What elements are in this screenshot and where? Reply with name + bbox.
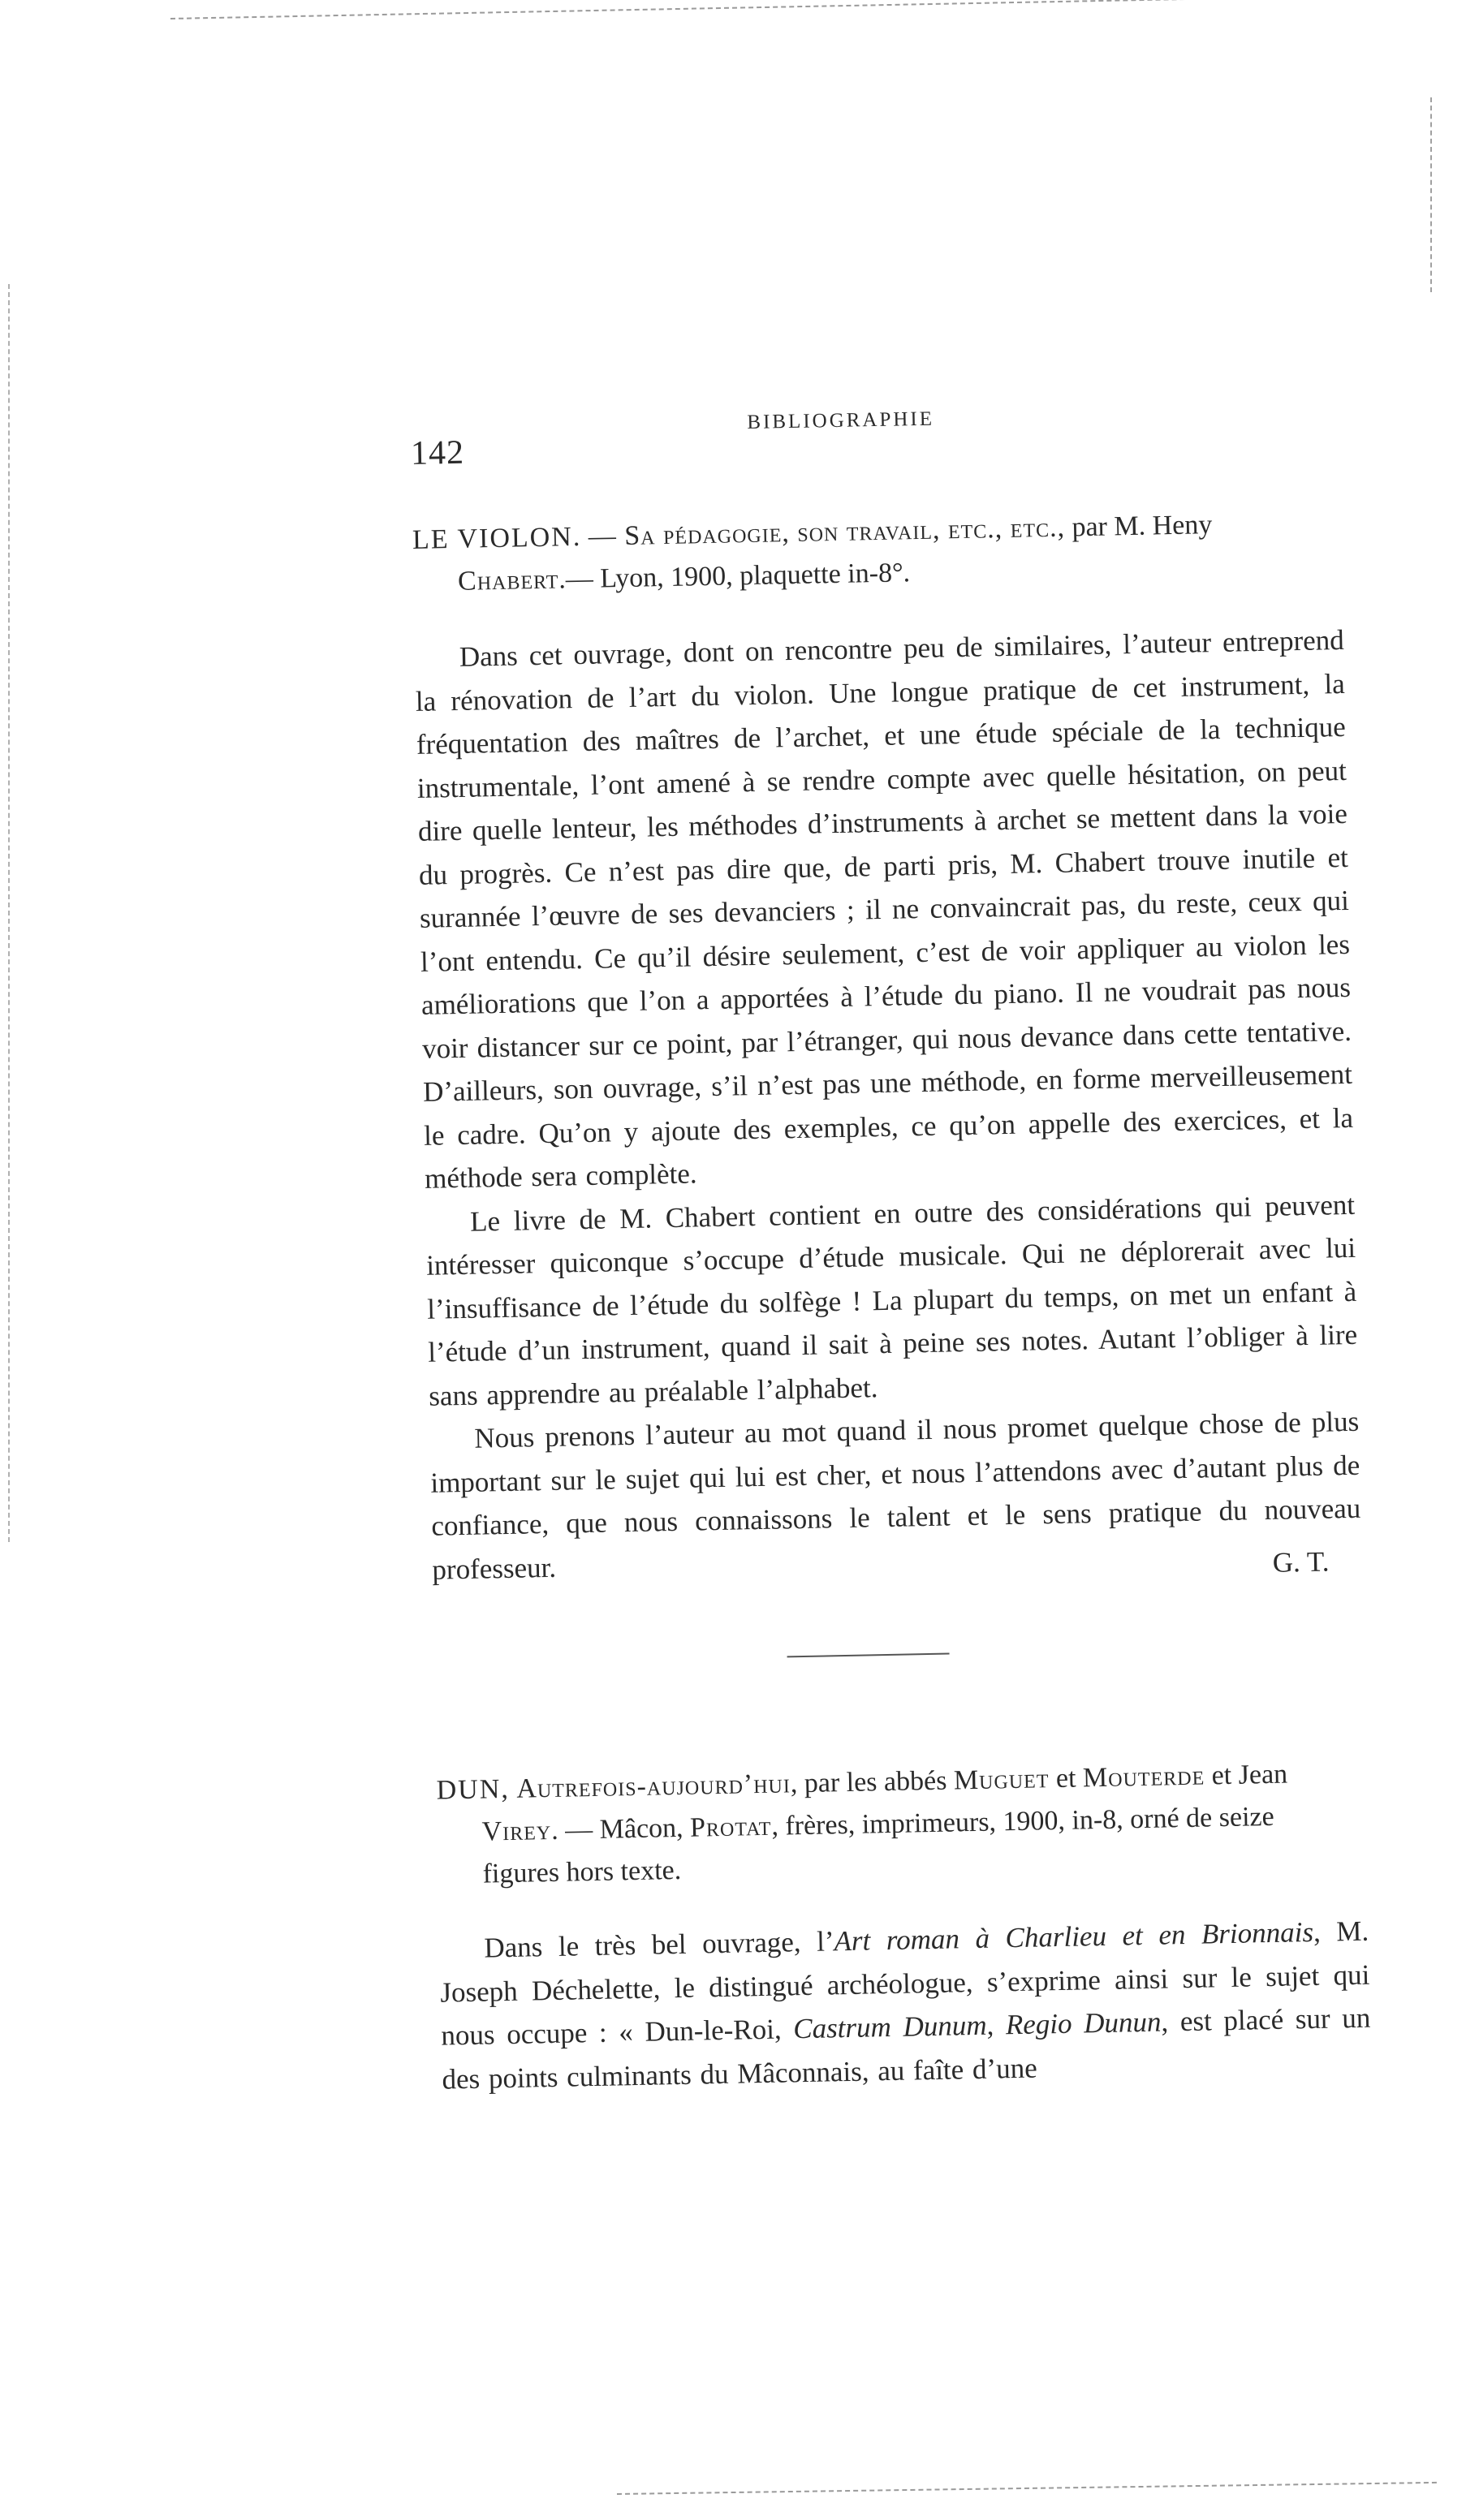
scan-edge-right	[1430, 97, 1432, 292]
entry-imprint: .— Lyon, 1900, plaquette in-8°.	[558, 558, 911, 595]
entry-byline: , par les abbés	[790, 1765, 947, 1799]
entry-title: DUN,	[436, 1773, 511, 1806]
text-run: Dans le très bel ouvrage, l’	[484, 1925, 834, 1964]
entry-printer: Protat	[689, 1811, 772, 1843]
review-paragraph: Dans cet ouvrage, dont on rencontre peu de similaires, l’auteur entreprend la rénovation de l’art du violon. Une longue pratique de cet instrument, la fréquentation des maîtres de l’archet, et une étude spéciale de la technique instrumentale, l’ont amené à se rendre compte avec quelle hésitation, on peut dire quelle lenteur, les méthodes d’instruments à archet se mettent dans la voie du progrès. Ce n’est pas dire que, de parti pris, M. Chabert trouve inutile et surannée l’œuvre de ses devanciers ; il ne convaincrait pas, du reste, ceux qui l’ont entendu. Ce qu’il désire seulement, c’est de voir appliquer au violon les améliorations que l’on a apportées à l’étude du piano. Il ne voudrait pas nous voir distancer sur ce point, par l’étranger, qui nous devance dans cette tentative. D’ailleurs, son ouvrage, s’il n’est pas une méthode, en forme merveilleusement le cadre. Qu’on y ajoute des exemples, ce qu’on appelle des exercices, et la méthode sera complète.	[415, 623, 1354, 1195]
page-content	[410, 392, 1372, 2101]
latin-term: Regio Dunun	[1005, 2005, 1162, 2041]
review-signature: G. T.	[1272, 1545, 1330, 1579]
book-title: Art roman à Charlieu et en Brionnais	[834, 1915, 1314, 1958]
text-run: , est placé sur un des points culminants du Mâconnais, au faîte d’une	[442, 2001, 1371, 2096]
page-number: 142	[410, 433, 465, 472]
entry-conjunction: et Jean	[1211, 1759, 1288, 1791]
entry-subtitle: — Sa pédagogie, son travail, etc., etc.,	[588, 512, 1066, 552]
running-head-title: BIBLIOGRAPHIE	[747, 407, 935, 434]
entry-author: Muguet	[953, 1764, 1050, 1796]
entry-place: . — Mâcon,	[550, 1812, 683, 1846]
scan-edge-bottom	[617, 2482, 1437, 2495]
text-run: ,	[986, 2009, 1007, 2041]
running-head	[410, 392, 1340, 475]
entry-conjunction: et	[1055, 1763, 1076, 1794]
entry-author: Mouterde	[1082, 1760, 1205, 1794]
section-separator	[787, 1653, 950, 1658]
entry-heading-violon	[412, 502, 1343, 604]
scan-edge-left	[8, 284, 10, 1542]
scan-edge-top	[170, 0, 1226, 19]
entry-author: Chabert	[457, 564, 559, 597]
review-paragraph	[439, 1910, 1372, 2101]
review-paragraph: Nous prenons l’auteur au mot quand il nous promet quelque chose de plus important sur le sujet qui lui est cher, et nous l’attendons avec d’autant plus de confiance, que nous connaissons le talent et le sens pratique du nouveau professeur.	[430, 1405, 1361, 1586]
entry-heading-dun	[436, 1752, 1368, 1897]
entry-author: Virey	[481, 1815, 552, 1847]
entry-byline: par M. Heny	[1072, 510, 1213, 543]
review-paragraph: Le livre de M. Chabert contient en outre des considérations qui peuvent intéresser quiconque s’occupe d’étude musicale. Qui ne déplorerait avec lui l’insuffisance de l’étude du solfège ! La plupart du temps, on met un enfant à l’étude d’un instrument, quand il sait à peine ses notes. Autant l’obliger à lire sans apprendre au préalable l’alphabet.	[425, 1188, 1358, 1412]
entry-subtitle: Autrefois-aujourd’hui	[515, 1768, 791, 1804]
text-run: , M. Joseph Déchelette, le distingué archéologue, s’exprime ainsi sur le sujet qui nous occupe : « Dun-le-Roi,	[440, 1915, 1370, 2052]
latin-term: Castrum Dunum	[792, 2009, 987, 2045]
entry-title: LE VIOLON.	[412, 521, 582, 555]
entry-imprint: , frères, imprimeurs, 1900, in-8, orné de seize figures hors texte.	[482, 1801, 1274, 1889]
